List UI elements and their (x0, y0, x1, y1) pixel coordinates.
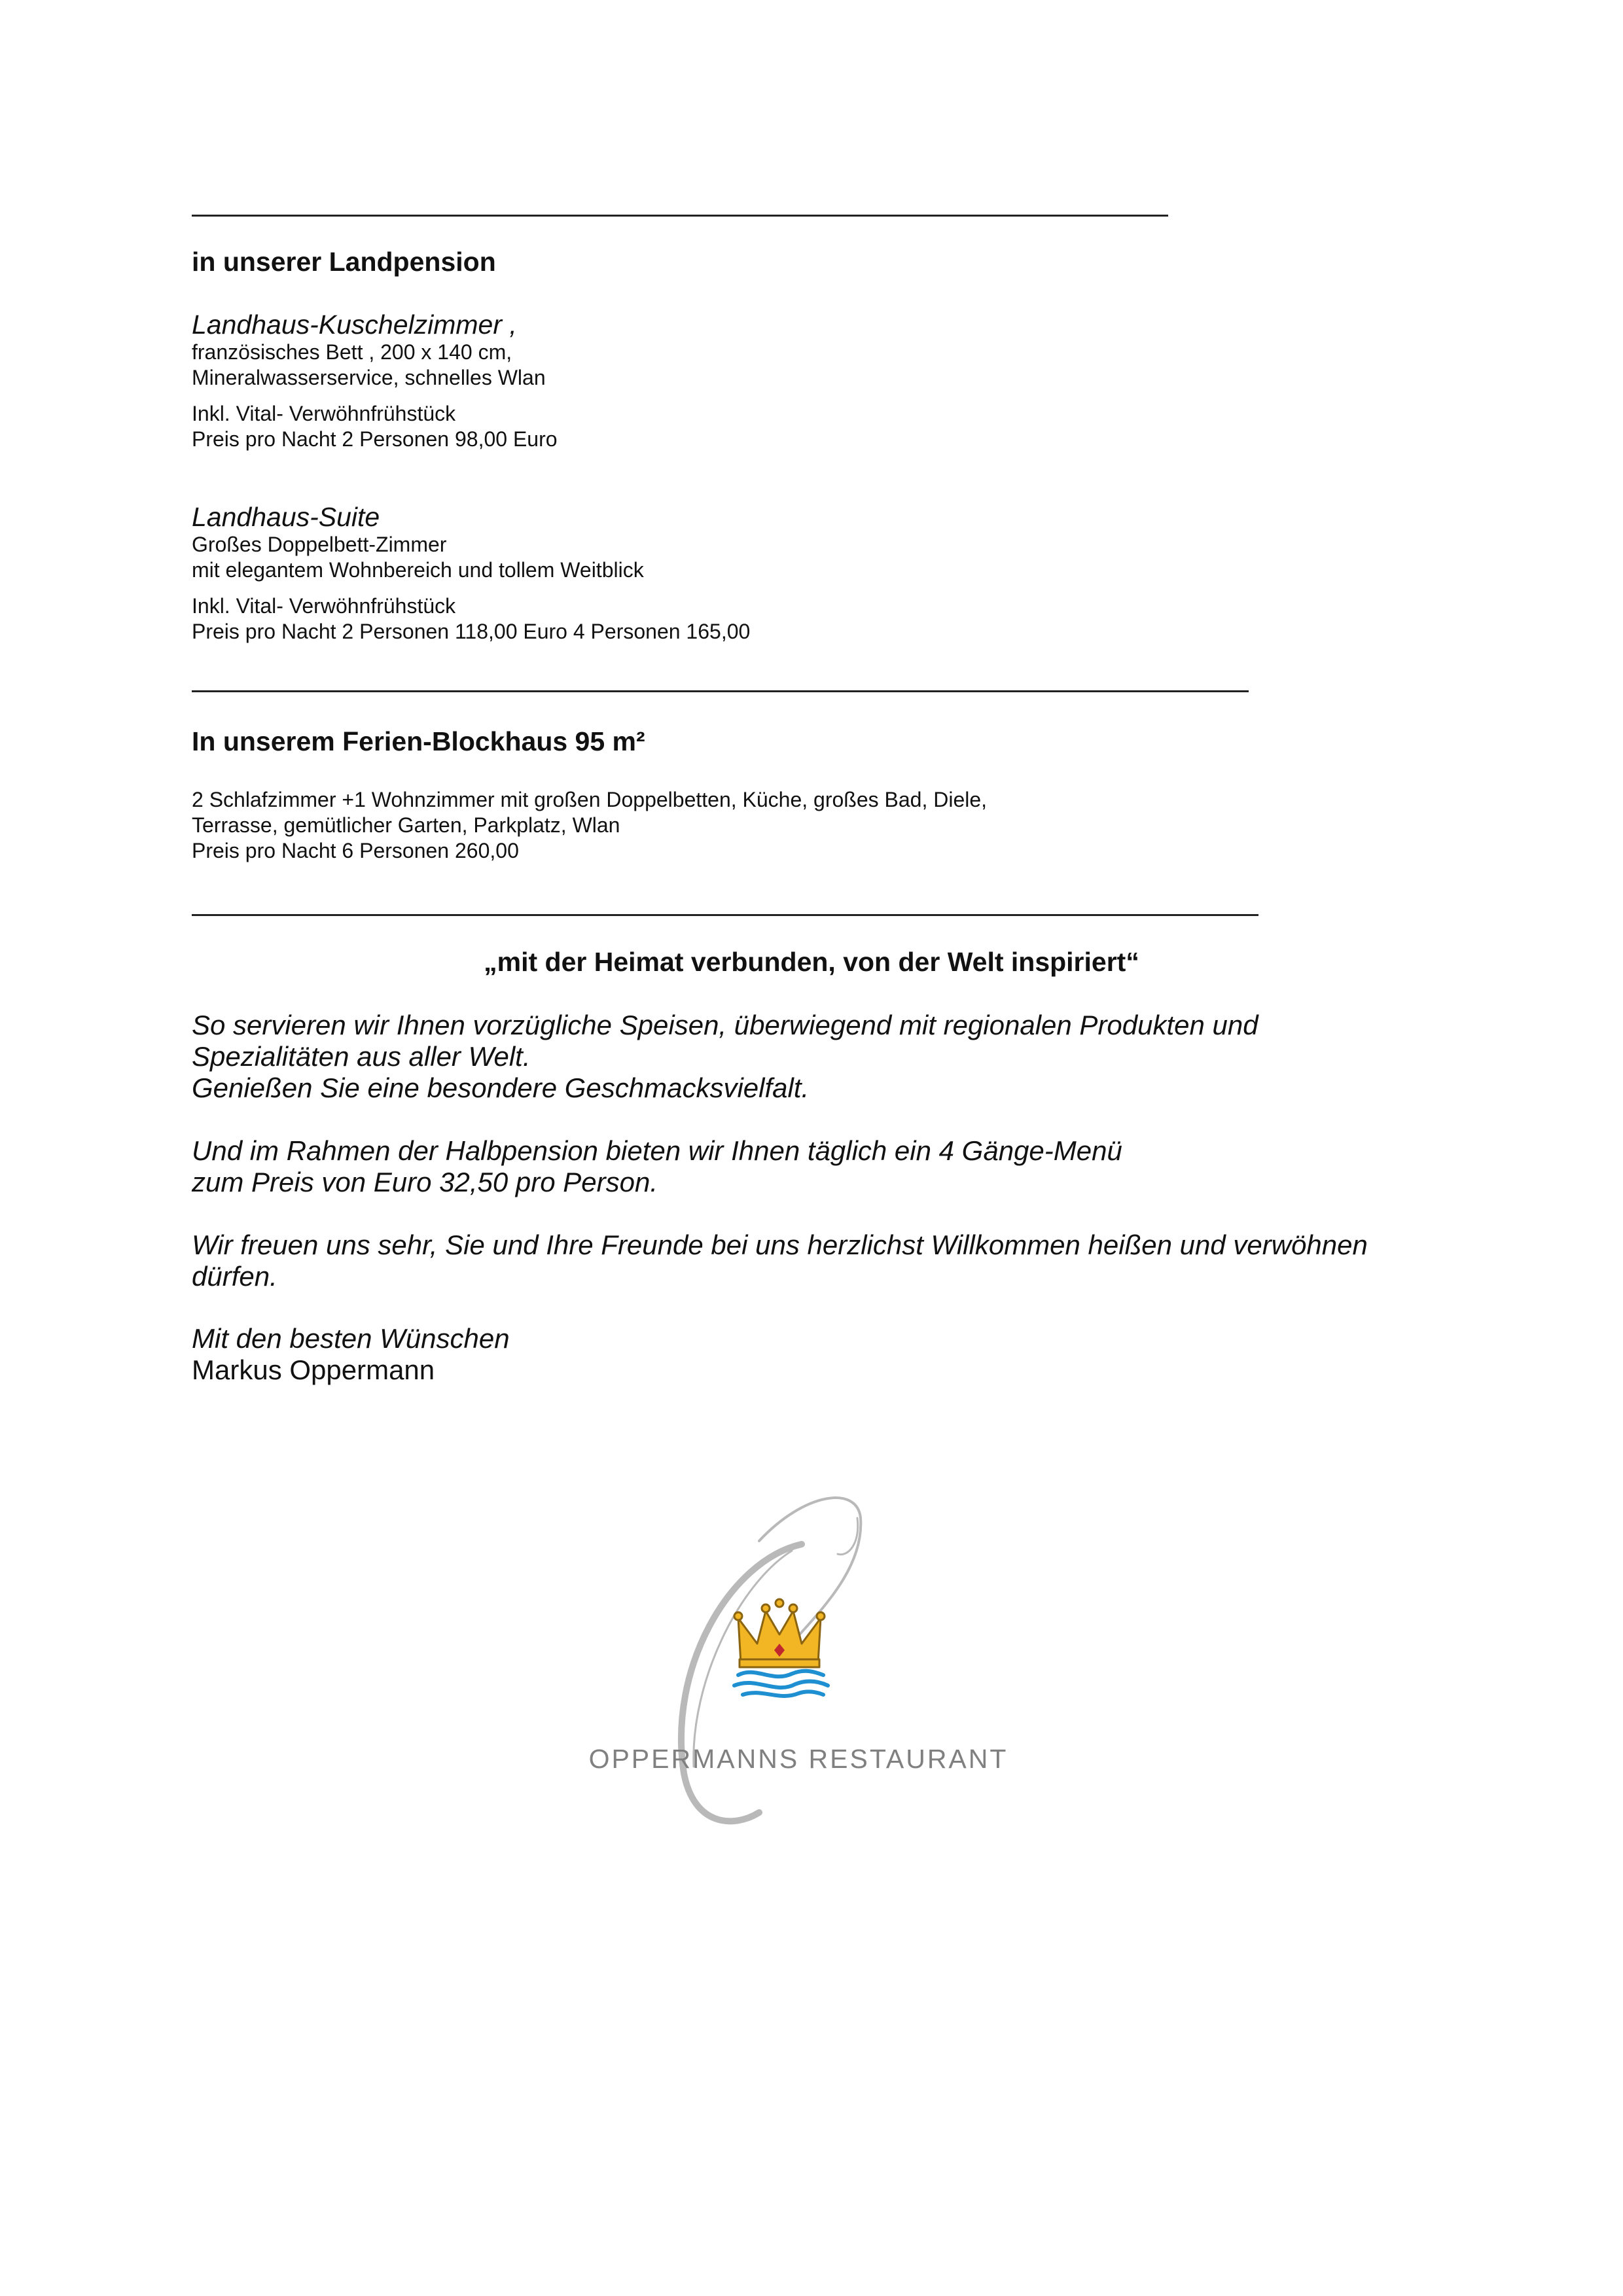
paragraph-line: Spezialitäten aus aller Welt. (192, 1041, 531, 1072)
room-breakfast: Inkl. Vital- Verwöhnfrühstück (192, 594, 456, 618)
restaurant-motto: „mit der Heimat verbunden, von der Welt inspiriert“ (484, 947, 1139, 977)
blockhaus-description: Terrasse, gemütlicher Garten, Parkplatz, Wlan (192, 813, 620, 837)
divider-lower (192, 914, 1258, 916)
room-feature: mit elegantem Wohnbereich und tollem Weitblick (192, 558, 644, 582)
blockhaus-description: 2 Schlafzimmer +1 Wohnzimmer mit großen Doppelbetten, Küche, großes Bad, Diele, (192, 788, 988, 811)
room-feature: französisches Bett , 200 x 140 cm, (192, 340, 512, 364)
paragraph-line: Genießen Sie eine besondere Geschmacksvielfalt. (192, 1072, 810, 1103)
divider-top (192, 215, 1168, 217)
signature-name: Markus Oppermann (192, 1354, 435, 1385)
blockhaus-price: Preis pro Nacht 6 Personen 260,00 (192, 839, 519, 862)
room-feature: Mineralwasserservice, schnelles Wlan (192, 366, 546, 389)
room-price: Preis pro Nacht 2 Personen 98,00 Euro (192, 427, 558, 451)
room-price: Preis pro Nacht 2 Personen 118,00 Euro 4 Personen 165,00 (192, 620, 751, 643)
room-name-suite: Landhaus-Suite (192, 502, 380, 532)
paragraph-line: zum Preis von Euro 32,50 pro Person. (192, 1167, 658, 1197)
water-waves-icon (734, 1671, 828, 1696)
paragraph-line: So servieren wir Ihnen vorzügliche Speisen, überwiegend mit regionalen Produkten und (192, 1010, 1258, 1040)
logo-wordmark: OPPERMANNS RESTAURANT (588, 1744, 1008, 1774)
divider-middle (192, 690, 1249, 692)
room-feature: Großes Doppelbett-Zimmer (192, 533, 447, 556)
section-heading-blockhaus: In unserem Ferien-Blockhaus 95 m² (192, 726, 645, 756)
room-name-kuschelzimmer: Landhaus-Kuschelzimmer , (192, 309, 517, 340)
crown-icon (734, 1599, 825, 1667)
paragraph-line: dürfen. (192, 1261, 277, 1292)
closing-greeting: Mit den besten Wünschen (192, 1323, 510, 1354)
oppermanns-restaurant-logo (569, 1472, 1027, 1839)
paragraph-line: Wir freuen uns sehr, Sie und Ihre Freunde bei uns herzlichst Willkommen heißen und verwöhnen (192, 1229, 1368, 1260)
section-heading-landpension: in unserer Landpension (192, 247, 496, 277)
paragraph-line: Und im Rahmen der Halbpension bieten wir Ihnen täglich ein 4 Gänge-Menü (192, 1135, 1122, 1166)
room-breakfast: Inkl. Vital- Verwöhnfrühstück (192, 402, 456, 425)
